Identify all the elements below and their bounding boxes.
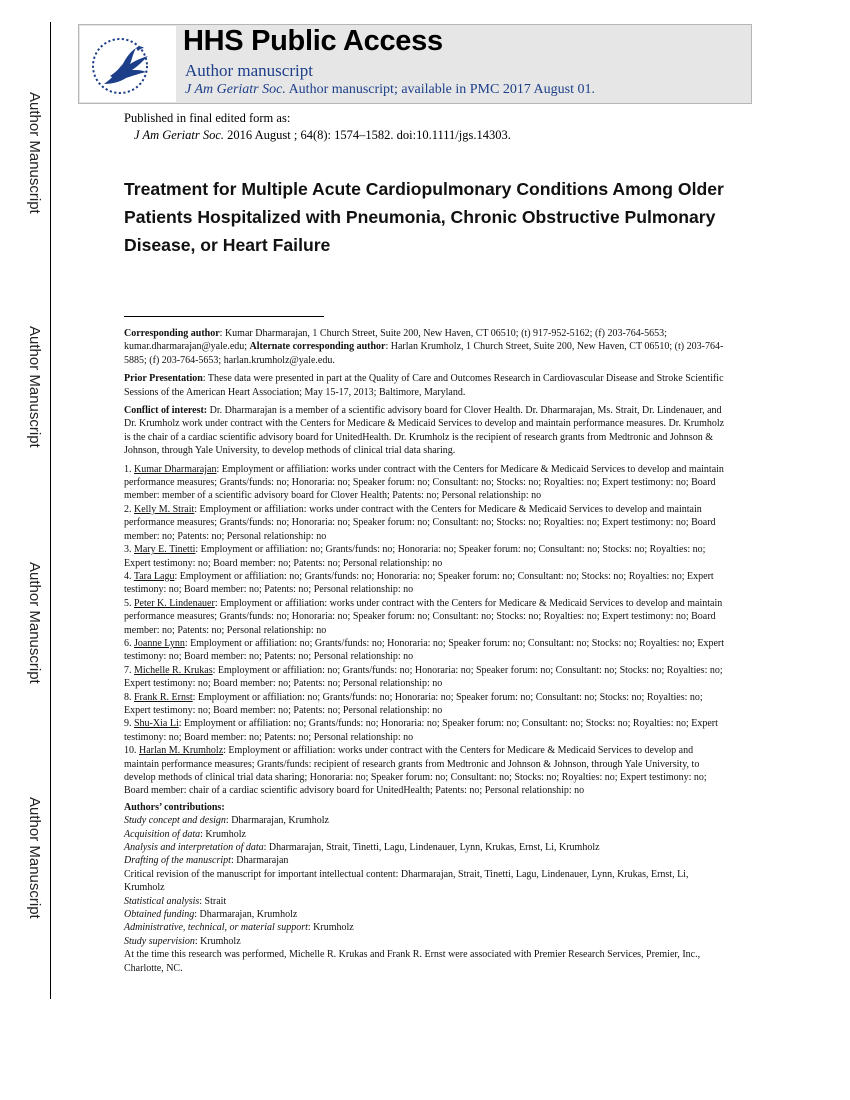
disclosure-item: 9. Shu-Xia Li: Employment or affiliation: no; Grants/funds: no; Honoraria: no; Speaker forum: no; Consultant: no; Stocks: no; Royalties: no; Expert testimony: no; Board member: no; Patents: no; Personal relationship: no — [124, 718, 718, 743]
journal-name: J Am Geriatr Soc. — [185, 82, 286, 97]
published-info — [124, 110, 511, 144]
citation-journal: J Am Geriatr Soc. — [134, 128, 225, 142]
hhs-title: HHS Public Access — [183, 25, 443, 57]
disclosure-item: 5. Peter K. Lindenauer: Employment or affiliation: works under contract with the Centers for Medicare & Medicaid Services to develop and maintain performance measures; Grants/funds: no; Honoraria: no; Speaker forum: no; Consultant: no; Stocks: no; Royalties: no; Expert testimony: no; Board member: no; Patents: no; Personal relationship: no — [124, 597, 723, 636]
side-label-2: Author Manuscript — [26, 326, 43, 448]
author-link[interactable]: Kumar Dharmarajan — [134, 463, 217, 475]
corresponding-author: Corresponding author: Kumar Dharmarajan, 1 Church Street, Suite 200, New Haven, CT 06510; (t) 917-952-5162; (f) 203-764-5653; kumar.dharmarajan@yale.edu; Alternate corresponding author: Harlan Krumholz, 1 Church Street, Suite 200, New Haven, CT 06510; (t) 203-764-5885; (f) 203-764-5653; harlan.krumholz@yale.edu. — [124, 328, 724, 366]
author-link[interactable]: Mary E. Tinetti — [134, 544, 196, 556]
footnote-separator — [124, 316, 324, 317]
contribution-row: Drafting of the manuscript: Dharmarajan — [124, 855, 289, 867]
footnotes — [124, 327, 728, 980]
affiliation-note: At the time this research was performed, Michelle R. Krukas and Frank R. Ernst were associated with Premier Research Services, Premier, Inc., Charlotte, NC. — [124, 949, 701, 974]
sidebar-divider — [50, 22, 51, 999]
author-link[interactable]: Joanne Lynn — [134, 637, 185, 649]
disclosure-item: 10. Harlan M. Krumholz: Employment or affiliation: works under contract with the Centers for Medicare & Medicaid Services to develop and maintain performance measures; Grants/funds: recipient of research grants from Medtronic and Johnson & Johnson, through Yale University, to develop methods of clinical trial data sharing; Honoraria: no; Speaker forum: no; Consultant: no; Stocks: no; Royalties: no; Expert testimony: no; Board member: chair of a cardiac scientific advisory board for UnitedHealth; Patents: no; Personal relationship: no — [124, 745, 707, 797]
contribution-row: Analysis and interpretation of data: Dharmarajan, Strait, Tinetti, Lagu, Lindenauer, Lynn, Krukas, Ernst, Li, Krumholz — [124, 842, 600, 854]
contributions-heading: Authors’ contributions: — [124, 801, 225, 813]
contribution-row: Critical revision of the manuscript for important intellectual content: Dharmarajan, Strait, Tinetti, Lagu, Lindenauer, Lynn, Krukas, Ernst, Li, Krumholz — [124, 868, 689, 894]
disclosure-item: 6. Joanne Lynn: Employment or affiliation: no; Grants/funds: no; Honoraria: no; Speaker forum: no; Consultant: no; Stocks: no; Royalties: no; Expert testimony: no; Board member: no; Patents: no; Personal relationship: no — [124, 637, 725, 663]
contribution-row: Obtained funding: Dharmarajan, Krumholz — [124, 909, 298, 921]
published-label: Published in final edited form as: — [124, 111, 291, 125]
author-link[interactable]: Frank R. Ernst — [134, 691, 193, 703]
availability-text: Author manuscript; available in PMC 2017 August 01. — [285, 82, 595, 97]
prior-presentation: Prior Presentation: These data were presented in part at the Quality of Care and Outcomes Research in Cardiovascular Disease and Stroke Scientific Sessions of the American Heart Association; May 15-17, 2013; Baltimore, Maryland. — [124, 373, 724, 398]
author-link[interactable]: Peter K. Lindenauer — [134, 597, 215, 609]
author-link[interactable]: Harlan M. Krumholz — [139, 745, 224, 757]
authors-contributions — [124, 801, 728, 948]
side-label-1: Author Manuscript — [26, 92, 43, 214]
contribution-row: Acquisition of data: Krumholz — [124, 828, 246, 840]
contribution-row: Study supervision: Krumholz — [124, 935, 241, 947]
hhs-eagle-logo-icon — [80, 26, 176, 102]
disclosure-item: 2. Kelly M. Strait: Employment or affiliation: works under contract with the Centers for Medicare & Medicaid Services to develop and maintain performance measures; Grants/funds: no; Honoraria: no; Speaker forum: no; Consultant: no; Stocks: no; Royalties: no; Expert testimony: no; Board member: no; Patents: no; Personal relationship: no — [124, 503, 716, 542]
disclosure-item: 1. Kumar Dharmarajan: Employment or affiliation: works under contract with the Centers for Medicare & Medicaid Services to develop and maintain performance measures; Grants/funds: no; Honoraria: no; Speaker forum: no; Consultant: no; Stocks: no; Royalties: no; Expert testimony: no; Board member: member of a scientific advisory board for Clover Health; Patents: no; Personal relationship: no — [124, 463, 724, 502]
citation-text: 2016 August ; 64(8): 1574–1582. doi:10.1111/jgs.14303. — [224, 128, 511, 142]
hhs-header — [78, 24, 752, 104]
side-label-3: Author Manuscript — [26, 562, 43, 684]
contribution-row: Statistical analysis: Strait — [124, 895, 227, 907]
disclosure-item: 8. Frank R. Ernst: Employment or affiliation: no; Grants/funds: no; Honoraria: no; Speaker forum: no; Consultant: no; Stocks: no; Royalties: no; Expert testimony: no; Board member: no; Patents: no; Personal relationship: no — [124, 691, 703, 716]
contribution-row: Study concept and design: Dharmarajan, Krumholz — [124, 815, 329, 827]
contribution-row: Administrative, technical, or material support: Krumholz — [124, 922, 354, 934]
author-link[interactable]: Michelle R. Krukas — [134, 664, 213, 676]
author-link[interactable]: Kelly M. Strait — [134, 503, 195, 515]
author-link[interactable]: Tara Lagu — [133, 570, 175, 582]
citation — [124, 127, 511, 144]
availability-line — [185, 82, 595, 98]
author-link[interactable]: Shu-Xia Li — [134, 718, 179, 730]
conflict-of-interest: Conflict of interest: Dr. Dharmarajan is a member of a scientific advisory board for Clover Health. Dr. Dharmarajan, Ms. Strait, Dr. Lindenauer, and Dr. Krumholz work under contract with the Centers for Medicare & Medicaid Services to develop and maintain performance measures. Dr. Krumholz is the chair of a cardiac scientific advisory board for UnitedHealth. Dr. Krumholz is the recipient of research grants from Medtronic and Johnson & Johnson, through Yale University, to develop methods of clinical trial data sharing. — [124, 405, 725, 457]
disclosure-item: 7. Michelle R. Krukas: Employment or affiliation: no; Grants/funds: no; Honoraria: no; Speaker forum: no; Consultant: no; Stocks: no; Royalties: no; Expert testimony: no; Board member: no; Patents: no; Personal relationship: no — [124, 664, 723, 690]
disclosure-list — [124, 463, 728, 798]
article-title: Treatment for Multiple Acute Cardiopulmonary Conditions Among Older Patients Hospitalized with Pneumonia, Chronic Obstructive Pulmonary Disease, or Heart Failure — [124, 179, 724, 255]
disclosure-item: 4. Tara Lagu: Employment or affiliation: no; Grants/funds: no; Honoraria: no; Speaker forum: no; Consultant: no; Stocks: no; Royalties: no; Expert testimony: no; Board member: no; Patents: no; Personal relationship: no — [124, 570, 714, 596]
author-manuscript-label: Author manuscript — [185, 61, 313, 80]
side-label-4: Author Manuscript — [26, 797, 43, 919]
disclosure-item: 3. Mary E. Tinetti: Employment or affiliation: no; Grants/funds: no; Honoraria: no; Speaker forum: no; Consultant: no; Stocks: no; Royalties: no; Expert testimony: no; Board member: no; Patents: no; Personal relationship: no — [124, 544, 706, 569]
